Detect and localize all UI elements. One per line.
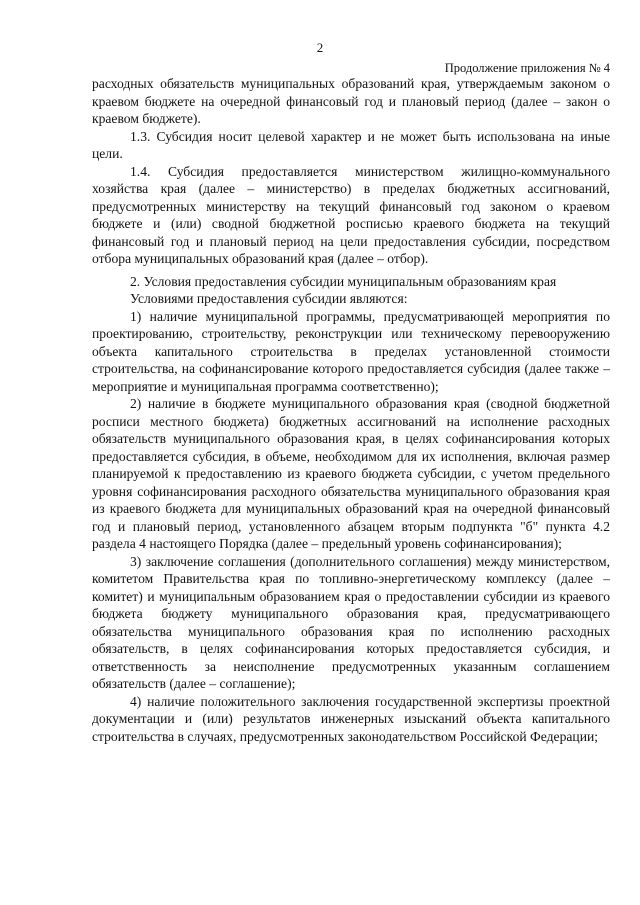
condition-3: 3) заключение соглашения (дополнительного соглашения) между министерством, комитетом Правительства края по топливно-энергетическому комплексу (далее – комитет) и муниципальным образованием края о предоставлении субсидии из краевого бюджета бюджету муниципального образования края, предусматривающего обязательства муниципального образования края по исполнению расходных обязательств, в целях софинансирования которых предоставляется субсидия, и ответственность за неисполнение предусмотренных указанным соглашением обязательств (далее – соглашение); — [92, 553, 610, 691]
condition-2: 2) наличие в бюджете муниципального образования края (сводной бюджетной росписи местного бюджета) бюджетных ассигнований на исполнение расходных обязательств муниципального образования края, в целях софинансирования которых предоставляется субсидия, в объеме, необходимом для их исполнения, включая размер планируемой к предоставлению из краевого бюджета субсидии, с учетом предельного уровня софинансирования расходного обязательства муниципального образования края из краевого бюджета для муниципальных образований края на очередной финансовый год и плановый период, установленного абзацем вторым подпункта "б" пункта 4.2 раздела 4 настоящего Порядка (далее – предельный уровень софинансирования); — [92, 396, 610, 551]
condition-4: 4) наличие положительного заключения государственной экспертизы проектной документации и (или) результатов инженерных изысканий объекта капитального строительства в случаях, предусмотренных законодательством Российской Федерации; — [92, 693, 610, 744]
paragraph-1-4: 1.4. Субсидия предоставляется министерством жилищно-коммунального хозяйства края (далее – министерство) в пределах бюджетных ассигнований, предусмотренных министерству на текущий финансовый год законом о краевом бюджете и (или) сводной бюджетной росписью краевого бюджета на текущий финансовый год и плановый период на цели предоставления субсидии, посредством отбора муниципальных образований края (далее – отбор). — [92, 163, 610, 266]
condition-1: 1) наличие муниципальной программы, предусматривающей мероприятия по проектированию, строительству, реконструкции или техническому перевооружению объекта капитального строительства в пределах установленной стоимости строительства, на софинансирование которого предоставляется субсидия (далее также – мероприятие и муниципальная программа соответственно); — [92, 308, 610, 394]
conditions-intro: Условиями предоставления субсидии являются: — [130, 291, 408, 306]
paragraph-continuation: расходных обязательств муниципальных образований края, утверждаемым законом о краевом бюджете на очередной финансовый год и плановый период (далее – закон о краевом бюджете). — [92, 76, 610, 126]
paragraph-1-3: 1.3. Субсидия носит целевой характер и не может быть использована на иные цели. — [92, 128, 610, 161]
appendix-continuation-note: Продолжение приложения № 4 — [444, 61, 610, 75]
section-2-heading: 2. Условия предоставления субсидии муниципальным образованиям края — [130, 273, 557, 289]
document-body — [92, 75, 610, 745]
page-number: 2 — [316, 40, 324, 55]
